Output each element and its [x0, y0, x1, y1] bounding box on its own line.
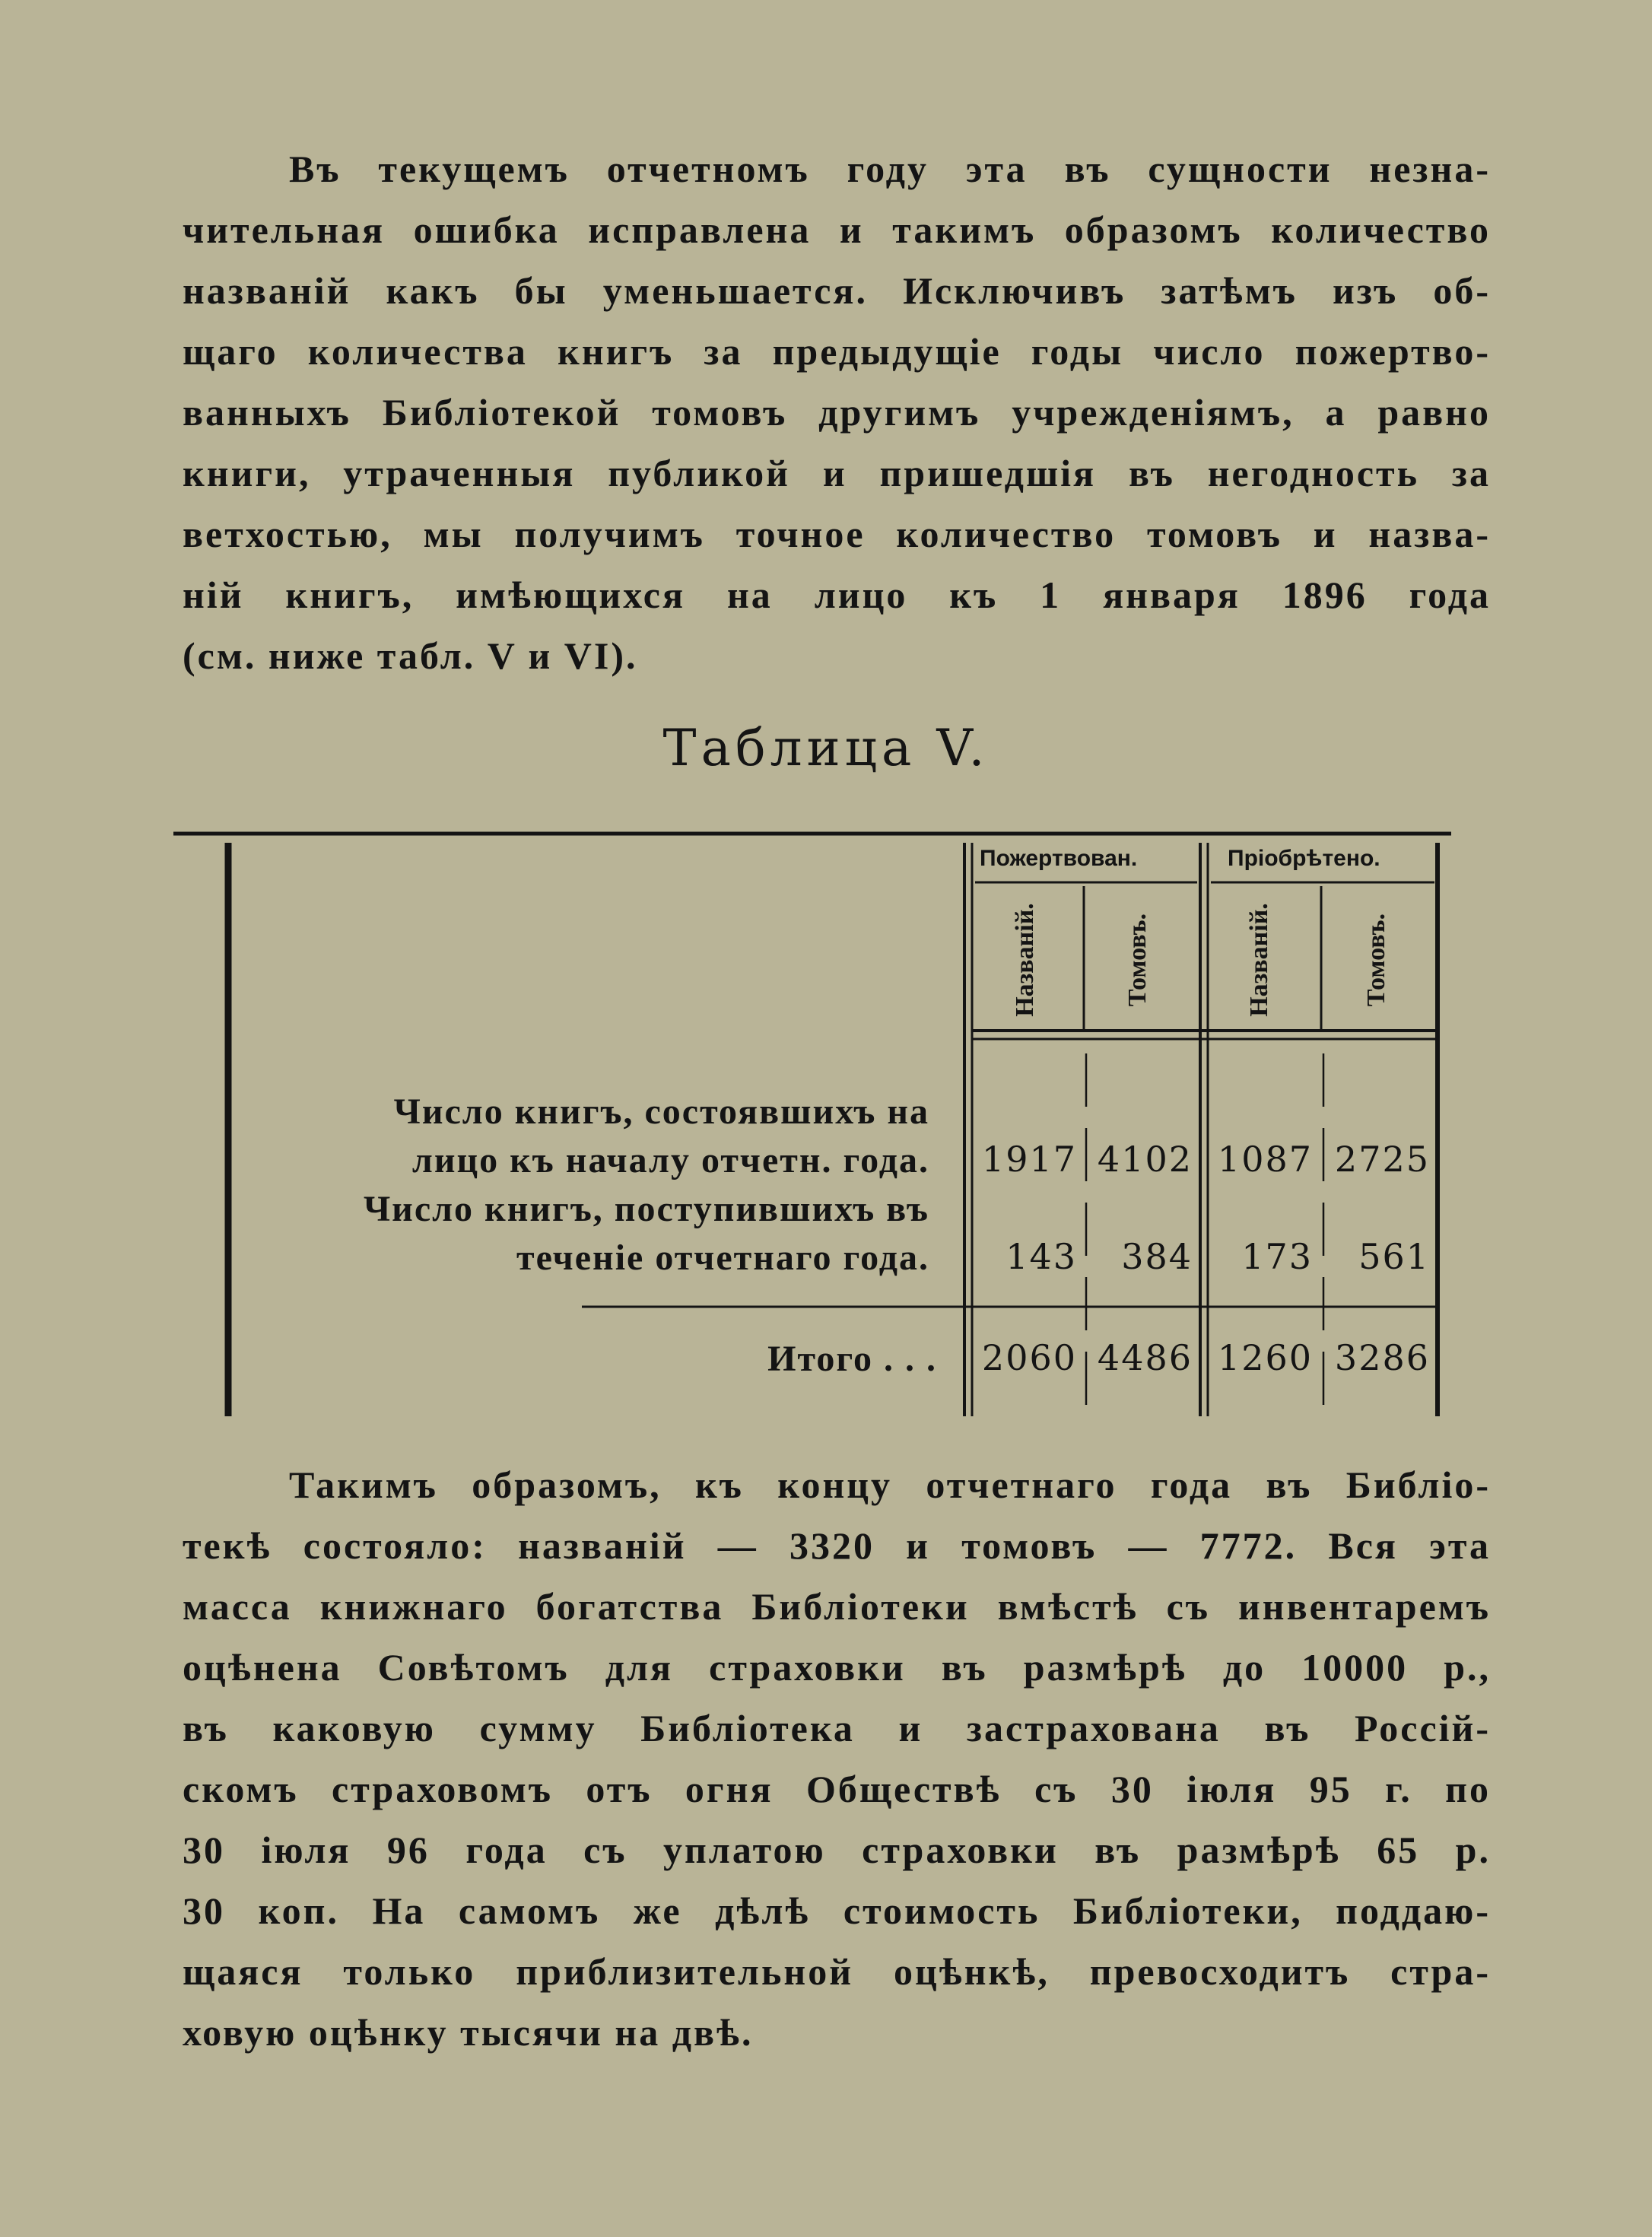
row-label-line: Число книгъ, состоявшихъ на [393, 1091, 929, 1132]
text-line: чительная ошибка исправлена и такимъ образомъ количество [183, 208, 1491, 251]
table-title: Таблица V. [662, 719, 990, 777]
text-line: ветхостью, мы получимъ точное количество томовъ и назва- [183, 513, 1491, 555]
cell-value: 1087 [1217, 1139, 1313, 1180]
text-line: (см. ниже табл. V и VI). [183, 634, 638, 677]
text-line: оцѣнена Совѣтомъ для страховки въ размѣрѣ до 10000 р., [183, 1646, 1491, 1689]
text-line: масса книжнаго богатства Библіотеки вмѣстѣ съ инвентаремъ [183, 1585, 1491, 1628]
col-header-volumes-acquired: Томовъ. [1362, 913, 1390, 1007]
total-label: Итого . . . [767, 1339, 937, 1379]
text-line: Такимъ образомъ, къ концу отчетнаго года въ Библіо- [289, 1463, 1491, 1506]
total-value: 1260 [1217, 1337, 1313, 1378]
text-line: названій какъ бы уменьшается. Исключивъ затѣмъ изъ об- [183, 269, 1491, 312]
cell-value: 2725 [1334, 1139, 1430, 1180]
summary-paragraph [183, 1454, 1491, 2063]
text-line: Въ текущемъ отчетномъ году эта въ сущности незна- [289, 148, 1491, 190]
text-line: ховую оцѣнку тысячи на двѣ. [183, 2011, 754, 2054]
cell-value: 143 [1005, 1236, 1077, 1277]
row-label-start [394, 1088, 929, 1185]
col-header-titles-donated: Названій. [1011, 903, 1039, 1017]
text-line: скомъ страховомъ отъ огня Обществѣ съ 30 іюля 95 г. по [183, 1768, 1491, 1810]
cell-value: 561 [1358, 1236, 1430, 1277]
text-line: щаго количества книгъ за предыдущіе годы число пожертво- [183, 330, 1491, 373]
text-line: 30 коп. На самомъ же дѣлѣ стоимость Библіотеки, поддаю- [183, 1889, 1491, 1932]
total-value: 2060 [981, 1337, 1077, 1378]
total-value: 4486 [1097, 1337, 1193, 1378]
text-line: текѣ состояло: названій — 3320 и томовъ — 7772. Вся эта [183, 1524, 1491, 1567]
row-label-line: лицо къ началу отчетн. года. [411, 1140, 929, 1180]
total-value: 3286 [1334, 1337, 1430, 1378]
cell-value: 1917 [981, 1139, 1077, 1180]
row-label-line: теченіе отчетнаго года. [516, 1238, 929, 1278]
cell-value: 173 [1241, 1236, 1313, 1277]
row-label-received [364, 1185, 929, 1282]
col-header-titles-acquired: Названій. [1245, 903, 1273, 1017]
text-line: книги, утраченныя публикой и пришедшія въ негодность за [183, 452, 1491, 494]
cell-value: 384 [1121, 1236, 1193, 1277]
group-header-donated: Пожертвован. [980, 846, 1138, 871]
text-line: ванныхъ Библіотекой томовъ другимъ учрежденіямъ, а равно [183, 391, 1491, 434]
col-header-volumes-donated: Томовъ. [1123, 913, 1152, 1007]
row-label-line: Число книгъ, поступившихъ въ [363, 1189, 929, 1229]
cell-value: 4102 [1097, 1139, 1193, 1180]
text-line: 30 іюля 96 года съ уплатою страховки въ размѣрѣ 65 р. [183, 1829, 1491, 1871]
text-line: ній книгъ, имѣющихся на лицо къ 1 января 1896 года [183, 574, 1491, 616]
group-header-acquired: Пріобрѣтено. [1228, 846, 1380, 871]
text-line: въ каковую сумму Библіотека и застрахована въ Россій- [183, 1707, 1491, 1749]
text-line: щаяся только приблизительной оцѣнкѣ, превосходитъ стра- [183, 1950, 1491, 1993]
